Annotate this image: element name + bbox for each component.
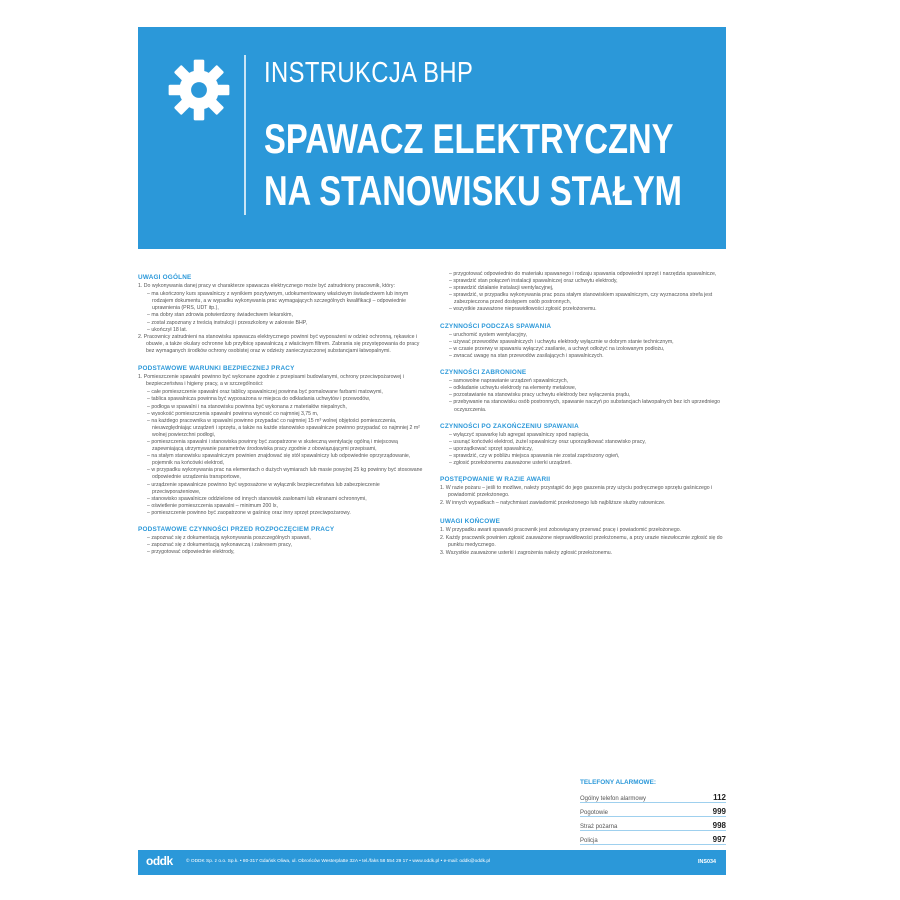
list-item: – wszystkie zauważone nieprawidłowości zgłosić przełożonemu. [440,306,726,313]
list-item: – wysokość pomieszczenia spawalni powinna wynosić co najmniej 3,75 m, [138,411,428,418]
phone-number: 999 [712,807,726,816]
list-item: – samowolne naprawianie urządzeń spawalniczych, [440,378,726,385]
phone-label: Ogólny telefon alarmowy [580,796,647,802]
emergency-phones [580,779,726,845]
list-item: – sprawdzić, w przypadku wykonywania prac poza stałym stanowiskiem spawalniczym, czy wyznaczona strefa jest zabezpieczona przed dostępem osób postronnych, [440,292,726,306]
title-line-2: NA STANOWISKU STAŁYM [264,167,682,214]
numbered-item: 1. W przypadku awarii spawarki pracownik jest zobowiązany przerwać pracę i powiadomić przełożonego. [440,526,682,533]
list-item: – ma ukończony kurs spawalniczy z wynikiem pozytywnym, udokumentowany właściwym świadectwem lub innym rodzajem dokumentu, a w wypadku wykonywania prac wymagających szczególnych kwalifikacji – odpowiednie uprawnienia (PRS, UDT itp.), [138,291,428,312]
list-item: – pomieszczenia spawalni i stanowiska powinny być zaopatrzone w skuteczną wentylację ogólną i miejscową zapewniającą utrzymywanie parametrów środowiska pracy zgodnie z obowiązującymi przepisami, [138,439,428,453]
section-title: POSTĘPOWANIE W RAZIE AWARII [440,476,551,484]
phone-label: Policja [580,838,598,844]
phone-number: 998 [712,821,726,830]
list-item: – oświetlenie pomieszczenia spawalni – minimum 200 lx, [138,503,428,510]
list-item: – sprawdzić działanie instalacji wentylacyjnej, [440,285,726,292]
emergency-phones-title: TELEFONY ALARMOWE: [580,779,656,786]
list-item: – uporządkować sprzęt spawalniczy, [440,446,726,453]
numbered-item: 1. Pomieszczenie spawalni powinno być wykonane zgodnie z przepisami budowlanymi, ochrony przeciwpożarowej i bezpieczeństwa i higieny pracy, a w szczególności: [138,374,404,388]
section-title: CZYNNOŚCI PO ZAKOŃCZENIU SPAWANIA [440,422,579,430]
list-item: – usunąć końcówki elektrod, żużel spawalniczy oraz uporządkować stanowisko pracy, [440,439,726,446]
phone-label: Straż pożarna [580,824,618,830]
section-title: PODSTAWOWE CZYNNOŚCI PRZED ROZPOCZĘCIEM PRACY [138,526,335,533]
numbered-item: 3. Wszystkie zauważone usterki i zagrożenia należy zgłosić przełożonemu. [440,549,613,556]
list-item: – przygotować odpowiednio do materiału spawanego i rodzaju spawania odpowiedni sprzęt i narzędzia spawalnicze, [440,271,726,278]
list-item: – ma dobry stan zdrowia potwierdzony świadectwem lekarskim, [138,312,428,319]
list-item: – w przypadku wykonywania prac na elementach o dużych wymiarach lub masie powyżej 25 kg powinny być stosowane odpowiednie urządzenia transportowe, [138,467,428,481]
list-item: – pomieszczenie powinno być zaopatrzone w gaśnicę oraz inny sprzęt przeciwpożarowy. [138,510,428,517]
list-item: – całe pomieszczenie spawalni oraz tablicy spawalniczej powinna być pomalowane farbami matowymi, [138,389,428,396]
numbered-item: 1. W razie pożaru – jeśli to możliwe, należy przystąpić do jego gaszenia przy użyciu podręcznego sprzętu gaśniczego i powiadomić przełożonego. [440,485,713,499]
document-kind: INSTRUKCJA BHP [264,57,474,89]
phone-number: 997 [712,835,726,844]
section-title: PODSTAWOWE WARUNKI BEZPIECZNEJ PRACY [138,365,295,373]
instruction-sheet [138,27,726,875]
section-title: CZYNNOŚCI PODCZAS SPAWANIA [440,322,552,330]
phone-row [580,831,726,845]
right-column [440,271,726,558]
phone-row [580,817,726,831]
list-item: – pozostawianie na stanowisku pracy uchwytu elektrody bez wyłączenia prądu, [440,392,726,399]
list-item: – zgłosić przełożonemu zauważone usterki urządzeń. [440,460,726,467]
list-item: – odkładanie uchwytu elektrody na elementy metalowe, [440,385,726,392]
list-item: – zapoznać się z dokumentacją wykonawczą i zakresem pracy, [138,542,428,549]
list-item: – wyłączyć spawarkę lub agregat spawalniczy spod napięcia, [440,432,726,439]
list-item: – urządzenie spawalnicze powinno być wyposażone w wyłącznik bezpieczeństwa lub zabezpieczenie przeciwporażeniowe, [138,482,428,496]
phone-row [580,789,726,803]
list-item: – przygotować odpowiednie elektrody, [138,549,428,556]
phone-row [580,803,726,817]
document-code: INS034 [698,859,716,865]
section-title: CZYNNOŚCI ZABRONIONE [440,369,527,377]
section-title: UWAGI KOŃCOWE [440,517,501,525]
document-title [264,113,682,217]
list-item: – stanowisko spawalnicze oddzielone od innych stanowisk zasłonami lub ekranami ochronnymi, [138,496,428,503]
gear-icon [166,57,232,123]
header-divider [244,55,246,215]
list-item: – przebywanie na stanowisku osób postronnych, spawanie naczyń po substancjach łatwopalnych bez ich uprzedniego oczyszczenia. [440,399,726,413]
list-item: – uruchomić system wentylacyjny, [440,332,726,339]
list-item: – zapoznać się z dokumentacją wykonywania poszczególnych spawań, [138,535,428,542]
header-banner [138,27,726,249]
numbered-item: 2. Pracownicy zatrudnieni na stanowisku spawacza elektrycznego powinni być wyposażeni w odzież ochronną, rękawice i obuwie, a także okulary ochronne lub przyłbicę spawalniczą z właściwym filtrem. Zabrania się przystępowania do pracy bez wymaganych środków ochrony osobistej oraz w odzieży zanieczyszczonej substancjami łatwopalnymi. [138,333,420,354]
list-item: – podłoga w spawalni i na stanowisku powinna być wykonana z materiałów niepalnych, [138,404,428,411]
footer-bar [138,850,726,875]
list-item: – sprawdzić, czy w pobliżu miejsca spawania nie został zaprószony ogień, [440,453,726,460]
numbered-item: 2. W innych wypadkach – natychmiast zawiadomić przełożonego lub najbliższe służby ratownicze. [440,500,666,507]
list-item: – ukończył 18 lat. [138,327,428,334]
section-title: UWAGI OGÓLNE [138,274,192,281]
oddk-logo: oddk [146,854,173,868]
list-item: – używać przewodów spawalniczych i uchwytu elektrody wyłącznie w dobrym stanie technicznym, [440,339,726,346]
list-item: – na stałym stanowisku spawalniczym powinien znajdować się stół spawalniczy lub odpowiednie oprzyrządowanie, pojemnik na końcówki elektrod, [138,453,428,467]
phone-label: Pogotowie [580,810,609,816]
numbered-item: 1. Do wykonywania danej pracy w charakterze spawacza elektrycznego może być zatrudniony pracownik, który: [138,283,395,290]
title-line-1: SPAWACZ ELEKTRYCZNY [264,115,674,162]
list-item: – został zapoznany z treścią instrukcji i przeszkolony w zakresie BHP, [138,320,428,327]
phone-number: 112 [713,793,726,802]
list-item: – tablica spawalnicza powinna być wyposażona w miejsca do odkładania uchwytów i przewodów, [138,396,428,403]
numbered-item: 2. Każdy pracownik powinien zgłosić zauważone nieprawidłowości przełożonemu, a przy urazie niezwłocznie zgłosić się do punktu medycznego. [440,534,723,548]
left-column [138,271,428,556]
list-item: – zwracać uwagę na stan przewodów zasilających i spawalniczych. [440,353,726,360]
list-item: – w czasie przerwy w spawaniu wyłączyć zasilanie, a uchwyt odłożyć na izolowanym podłożu, [440,346,726,353]
list-item: – na każdego pracownika w spawalni powinno przypadać co najmniej 15 m³ wolnej objętości pomieszczenia, nieuwzględniając urządzeń i sprzętu, a także na każde stanowisko spawalnicze powinno przypadać co najmniej 2 m² wolnej powierzchni podłogi, [138,418,428,439]
footer-contact: © ODDK Sp. z o.o. Sp.k. • 80-317 Gdańsk Oliwa, ul. Obrońców Westerplatte 32A • tel./faks 58 554 29 17 • www.oddk.pl • e-mail: oddk@oddk.pl [186,859,491,864]
list-item: – sprawdzić stan połączeń instalacji spawalniczej oraz uchwytu elektrody, [440,278,726,285]
